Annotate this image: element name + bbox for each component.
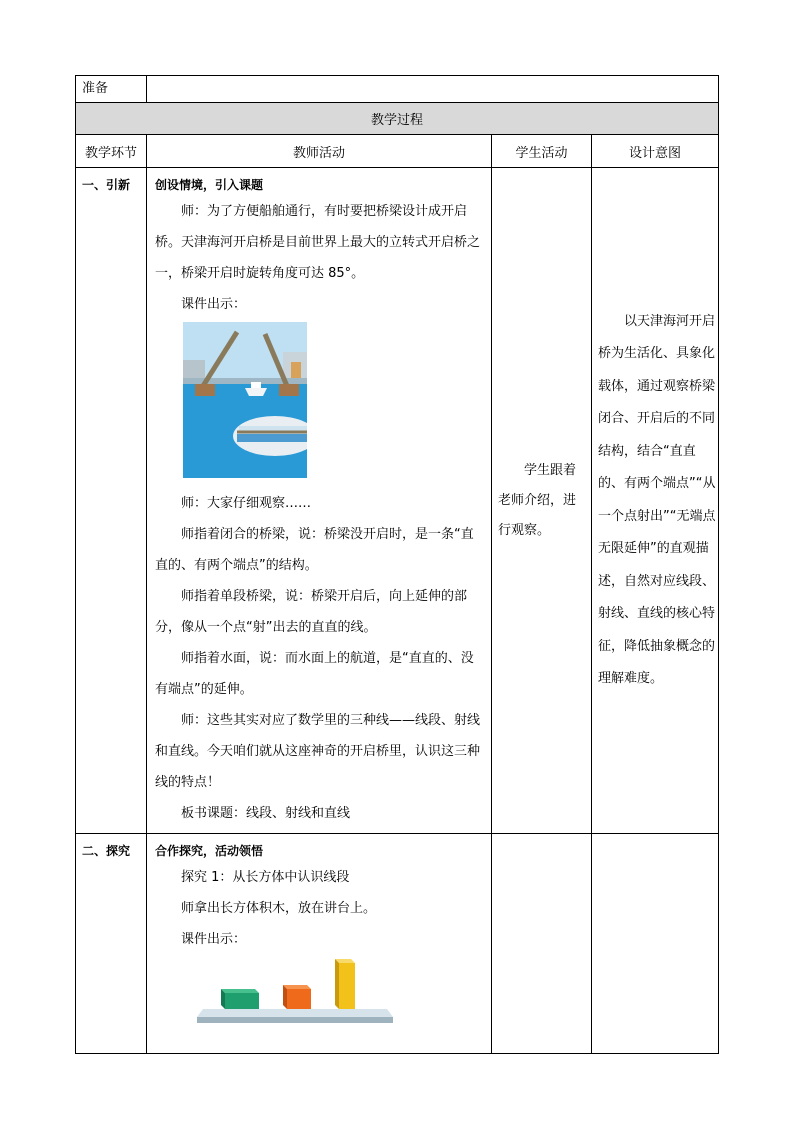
bridge-illustration [183, 322, 307, 478]
section-title-row [76, 103, 719, 135]
stage1-p2: 师指着闭合的桥梁，说：桥梁没开启时，是一条“直直的、有两个端点”的结构。 [155, 527, 474, 573]
stage1-design-intent [592, 168, 719, 834]
stage1-name: 一、引新 [76, 168, 147, 834]
stage2-design-intent [592, 834, 719, 1054]
column-header-design: 设计意图 [592, 135, 719, 168]
prep-row [76, 76, 719, 103]
stage2-p1: 探究 1：从长方体中认识线段 [181, 870, 350, 885]
stage1-courseware-label: 课件出示： [181, 297, 247, 312]
stage1-student-text: 学生跟着老师介绍，进行观察。 [498, 462, 577, 538]
stage2-teacher-activity [147, 834, 492, 1054]
stage2-name: 二、探究 [76, 834, 147, 1054]
stage2-p2: 师拿出长方体积木，放在讲台上。 [181, 901, 377, 916]
stage1-student-activity [492, 168, 592, 834]
stage2-student-activity [492, 834, 592, 1054]
stage2-heading: 合作探究，活动领悟 [155, 844, 264, 858]
stage1-heading: 创设情境，引入课题 [155, 178, 264, 192]
stage2-courseware-label: 课件出示： [181, 932, 247, 947]
stage1-intro: 师：为了方便船舶通行，有时要把桥梁设计成开启桥。天津海河开启桥是目前世界上最大的立转式开启桥之一，桥梁开启时旋转角度可达 85°。 [155, 204, 481, 281]
stage1-row [76, 168, 719, 834]
stage2-row [76, 834, 719, 1054]
column-header-teacher: 教师活动 [147, 135, 492, 168]
column-header-student: 学生活动 [492, 135, 592, 168]
prep-content [147, 76, 719, 103]
lesson-plan-table [75, 75, 719, 1054]
stage1-p4: 师指着水面，说：而水面上的航道，是“直直的、没有端点”的延伸。 [155, 651, 474, 697]
stage1-teacher-activity [147, 168, 492, 834]
stage1-p5: 师：这些其实对应了数学里的三种线——线段、射线和直线。今天咱们就从这座神奇的开启桥里，认识这三种线的特点！ [155, 713, 481, 790]
stage1-p6: 板书课题：线段、射线和直线 [181, 806, 351, 821]
column-header-stage: 教学环节 [76, 135, 147, 168]
prep-label: 准备 [76, 76, 147, 103]
stage1-design-text: 以天津海河开启桥为生活化、具象化载体，通过观察桥梁闭合、开启后的不同结构，结合“直直的、有两个端点”“从一个点射出”“无端点无限延伸”的直观描述，自然对应线段、射线、直线的核心特征，降低抽象概念的理解难度。 [598, 313, 716, 686]
section-title: 教学过程 [76, 103, 719, 135]
column-header-row [76, 135, 719, 168]
blocks-illustration [197, 959, 397, 1031]
stage1-p1: 师：大家仔细观察…… [181, 496, 312, 511]
stage1-p3: 师指着单段桥梁，说：桥梁开启后，向上延伸的部分，像从一个点“射”出去的直直的线。 [155, 589, 468, 635]
